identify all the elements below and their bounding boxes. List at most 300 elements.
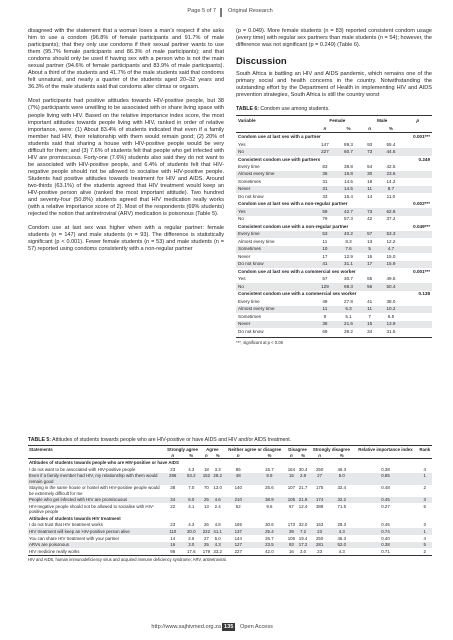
t5-cell: 4.8: [214, 522, 221, 528]
t6-cell: Sometimes: [238, 313, 261, 319]
t5-sub-n: n: [224, 452, 253, 459]
t6-cell: 73: [361, 208, 379, 215]
t6-cell: 11: [314, 306, 336, 313]
t6-sub-pct: %: [378, 124, 403, 133]
t6-cell: 50.4: [378, 283, 403, 290]
t6-cell: Yes: [238, 276, 246, 282]
table-6-grid: [236, 115, 432, 335]
t5-group-label: Attitudes of students towards people who are HIV-positive or have AIDS: [28, 459, 432, 466]
t5-cell: 26: [203, 522, 209, 528]
t5-cell: 16: [164, 542, 181, 549]
t5-statement: I do not want to be associated with HIV-positive people: [29, 466, 136, 472]
t5-cell: 5: [417, 542, 432, 549]
t6-cell: Almost every time: [236, 306, 314, 313]
t5-cell: 27: [203, 535, 209, 541]
t5-cell: 1: [417, 528, 432, 535]
t5-cell: 3.0: [299, 548, 307, 554]
t6-col-female: Female: [314, 116, 361, 125]
t5-cell: 7.0: [188, 485, 195, 491]
t6-cell: Do not know: [238, 328, 264, 334]
left-column: [28, 28, 224, 253]
t5-cell: 93: [286, 542, 297, 549]
t6-cell: 12.2: [386, 238, 396, 244]
t5-row: [28, 522, 432, 529]
t6-cell: 41: [314, 261, 336, 268]
t6-cell: 6.3: [336, 306, 361, 313]
t5-cell: 3.0: [181, 542, 201, 549]
t5-group-row: [28, 515, 432, 522]
t5-sub-blank: [28, 452, 164, 459]
right-paragraph-1: (p = 0.049). More female students (n = 83) reported consistent condom usage (every time) with regular sex partners than male students (n = 54); however, the difference was not significant (p = 0.249) (Table 6).: [236, 28, 432, 49]
t5-row: [28, 497, 432, 504]
t6-row: [236, 216, 432, 223]
t6-group-p: 0.001***: [413, 268, 430, 274]
t5-subheader: [28, 452, 432, 459]
t5-cell: 0.85: [354, 473, 418, 485]
t5-cell: 152: [201, 473, 212, 485]
t6-cell: 11.0: [386, 193, 396, 199]
t5-cell: 15: [286, 473, 297, 485]
t6-cell: 38.8: [344, 164, 353, 169]
t5-sub-pct: %: [181, 452, 201, 459]
t5-cell: 286: [164, 473, 181, 485]
t5-row: [28, 503, 432, 515]
table-6: [236, 106, 432, 345]
t5-cell: 34: [164, 497, 181, 504]
t5-cell: 67: [288, 503, 294, 509]
t6-cell: 49: [322, 298, 328, 304]
t5-cell: 144: [234, 535, 242, 541]
t6-col-variable: Variable: [236, 116, 314, 125]
left-paragraph-1: disagreed with the statement that a woman loses a man’s respect if she asks him to use a condom (96.8% of female participants and 91.7% of male participants); that they only use condoms if their sexual partner wants to use them (95.7% female participants and 86.3% of male participants); and that condoms should only be used if having sex with a person who is not the main sexual partner (94.6% of female participants and 83.9% of male participants). About a third of the students and 41.7% of the male students said that condoms felt unnatural, and nearly a quarter of the students aged 20–32 years and 36.3% of the male students said that condoms alter climax or orgasm.: [28, 28, 224, 91]
t6-cell: 69.3: [336, 283, 361, 290]
t5-col-strongly-disagree: Strongly disagree: [309, 446, 353, 453]
t6-group-label: Consistent condom use with partners: [238, 156, 321, 162]
t5-statement: People who get infected with HIV are promiscuous: [28, 497, 164, 504]
right-column: [236, 28, 432, 346]
t6-cell: 5.1: [345, 313, 352, 319]
t5-cell: 18: [203, 466, 209, 472]
t6-cell: 27.8: [344, 298, 353, 304]
t6-cell: [403, 178, 432, 185]
t5-cell: 153: [315, 522, 324, 528]
journal-url[interactable]: http://www.sajhivmed.org.za: [151, 624, 221, 630]
section-label: Original Research: [228, 8, 273, 14]
t5-cell: 33.2: [213, 548, 222, 554]
t6-group-label: Consistent condom use with a commercial sex worker: [238, 291, 357, 297]
t6-cell: Every time: [238, 298, 260, 304]
left-paragraph-2: Most participants had positive attitudes towards HIV-positive people, but 38 (7%) participants were unwilling to be associated with or share living space with people living with HIV. Based on the relative importance index score, the most important attitudes towards people living with HIV, ranked in order of relative importance, were: (1) About 83.4% of students indicated that even if a family member had HIV, their relationship with them would remain good; (2) 20% of students said that sharing a house with HIV-positive people would be very difficult for them; and (3) 7.6% of students felt that people who get infected with HIV are promiscuous. Forty-one (7.6%) students also said they do not want to be associated with HIV-positive people, and 6.4% of students felt that HIV-negative people should not be allowed to socialise with HIV-positive people. Students had positive attitudes towards treatment for HIV and AIDS. Around two-thirds (63.1%) of the students agreed that HIV treatment would keep an HIV-positive person alive (ranked the most important attitude). Two hundred and seventy-four (50.8%) students agreed that HIV medication really works (with a relative importance score of 2). Most of the respondents (69% students) rejected the notion that antiretroviral (ARV) medication is poisonous (Table 5).: [28, 98, 224, 218]
t6-cell: Never: [238, 253, 251, 259]
t6-cell: 227: [314, 148, 336, 155]
table-5-caption-text: Attitudes of students towards people who are HIV-positive or have AIDS and HIV and/or AIDS treatment.: [50, 437, 292, 443]
t6-row: [236, 298, 432, 305]
t5-sub-pct: %: [297, 452, 309, 459]
t5-cell: 0.74: [354, 528, 418, 535]
t6-group-row: [236, 156, 432, 163]
table-6-body: [236, 133, 432, 336]
t6-cell: Yes: [238, 141, 246, 147]
t6-cell: 69: [322, 328, 328, 334]
t5-col-disagree: Disagree: [286, 446, 309, 453]
t5-cell: 0.71: [381, 548, 390, 554]
t6-cell: [403, 306, 432, 313]
t6-cell: 62.8: [378, 208, 403, 215]
t6-cell: 5: [361, 246, 379, 253]
t6-group-p: 0.249: [418, 156, 430, 162]
t6-cell: 11: [322, 238, 328, 244]
t5-cell: 4.3: [188, 466, 195, 472]
t6-cell: 23.6: [378, 171, 403, 178]
t6-cell: 57.3: [344, 216, 353, 222]
t6-cell: Sometimes: [236, 246, 314, 253]
page-footer: [0, 623, 453, 633]
t5-cell: 4.3: [212, 542, 224, 549]
t6-cell: 6.5: [387, 313, 395, 319]
t5-cell: 4.3: [188, 522, 195, 528]
t5-statement: I do not trust that HIV treatment works: [29, 522, 103, 528]
t5-cell: 23: [309, 528, 330, 535]
t6-cell: 49.6: [386, 276, 396, 282]
t5-cell: 4.3: [330, 528, 354, 535]
t5-cell: 5.0: [214, 535, 221, 541]
t6-cell: 31: [314, 186, 336, 193]
t6-row: [236, 261, 432, 268]
t6-cell: Never: [236, 186, 314, 193]
t6-cell: 57: [322, 276, 328, 282]
t6-row: [236, 193, 432, 200]
t5-row: [28, 473, 432, 485]
t6-cell: 15: [361, 321, 379, 328]
t5-cell: 174: [309, 497, 330, 504]
t6-group-p: 0.001***: [413, 134, 430, 140]
t6-cell: 8.7: [378, 186, 403, 193]
t5-cell: 210: [224, 497, 253, 504]
t6-cell: 12.9: [344, 253, 353, 259]
t6-cell: 14.5: [336, 186, 361, 193]
t5-row: [28, 542, 432, 549]
t6-cell: 38: [314, 321, 336, 328]
t5-cell: 30.6: [265, 522, 274, 528]
t5-col-neither: Neither agree or disagree: [224, 446, 286, 453]
t5-cell: 227: [234, 548, 242, 554]
t6-row: [236, 313, 432, 320]
t6-sub-pct: %: [336, 124, 361, 133]
table-6-caption: [236, 106, 432, 113]
t5-cell: 17.2: [298, 542, 308, 548]
t6-cell: 31.5: [386, 328, 396, 334]
t6-group-label: Condom use at last sex with a non-regular partner: [238, 201, 348, 207]
table-5-grid: [28, 445, 432, 555]
t6-cell: 93: [367, 141, 373, 147]
t6-cell: 17: [322, 253, 328, 259]
t5-cell: 222: [202, 528, 211, 534]
t6-cell: 31.1: [336, 261, 361, 268]
t5-group-row: [28, 459, 432, 466]
t5-cell: 2.8: [297, 473, 309, 485]
t6-row: [236, 328, 432, 335]
t6-sub-blank: [403, 124, 432, 133]
t6-group-label: Consistent condom use with a non-regular partner: [238, 223, 349, 229]
table-5-footnote: HIV and AIDS, human immunodeficiency virus and acquired immune deficiency syndrome; ARV, antiretroviral.: [28, 555, 432, 562]
t6-cell: [403, 186, 432, 193]
t5-cell: 23: [317, 548, 323, 554]
t6-cell: 55.4: [386, 141, 396, 147]
t5-cell: 164: [287, 466, 296, 472]
t5-cell: 105: [287, 497, 296, 503]
t6-cell: 7.6: [336, 246, 361, 253]
t5-cell: 19.4: [298, 535, 308, 541]
t5-cell: 0.48: [381, 485, 390, 491]
t5-cell: 13: [203, 503, 209, 509]
t6-row: [236, 283, 432, 290]
t6-cell: 10.2: [378, 306, 403, 313]
t5-cell: 21.9: [298, 497, 308, 503]
t5-cell: 23: [170, 522, 176, 528]
t5-cell: 4.3: [338, 548, 345, 554]
t6-cell: 14.5: [344, 178, 353, 184]
t6-sub-blank: [236, 124, 314, 133]
t5-cell: 110: [164, 528, 181, 535]
t5-cell: 25.6: [265, 485, 274, 491]
t6-cell: No: [238, 216, 244, 222]
t5-cell: 0.27: [381, 503, 390, 509]
t6-cell: [403, 216, 432, 223]
t6-cell: 54: [367, 164, 373, 169]
t5-cell: 250: [315, 466, 324, 472]
t6-row: [236, 321, 432, 328]
t5-cell: 173: [287, 522, 296, 528]
t5-cell: 3: [417, 497, 432, 504]
t6-cell: 16.8: [336, 171, 361, 178]
t6-cell: [403, 298, 432, 305]
t6-cell: 41: [367, 298, 373, 304]
t5-statement: HIV treatment will keep an HIV-positive person alive: [28, 528, 164, 535]
t5-cell: 0.40: [381, 535, 390, 541]
t5-cell: 53.2: [181, 473, 201, 485]
t6-group-p: 0.138: [418, 291, 430, 297]
t6-cell: Almost every time: [236, 171, 314, 178]
t5-cell: 179: [202, 548, 211, 554]
t6-row: [236, 208, 432, 215]
t5-cell: 127: [224, 542, 253, 549]
t6-cell: 14.2: [386, 178, 396, 184]
t5-sub-pct: %: [253, 452, 286, 459]
t6-cell: [403, 328, 432, 335]
t6-row: [236, 141, 432, 148]
t5-cell: 2: [423, 548, 426, 554]
t6-cell: 37.2: [386, 216, 396, 222]
t6-cell: Almost every time: [238, 238, 275, 244]
t6-cell: 42.7: [336, 208, 361, 215]
t5-cell: 20.0: [181, 528, 201, 535]
t6-row: [236, 178, 432, 185]
t6-cell: 53.3: [378, 231, 403, 238]
page-number: 135: [224, 624, 234, 630]
t6-cell: 147: [321, 141, 329, 147]
t5-cell: 23.5: [253, 542, 286, 549]
t6-cell: 30.7: [344, 276, 353, 282]
t6-cell: 9: [323, 313, 327, 319]
t5-cell: 46.3: [337, 535, 347, 541]
t6-cell: Every time: [236, 231, 314, 238]
t6-sub-n: n: [314, 124, 336, 133]
t5-cell: 107: [287, 485, 296, 491]
t5-cell: 15.7: [265, 466, 274, 472]
table-6-caption-label: TABLE 6:: [236, 106, 259, 113]
t6-cell: Yes: [236, 208, 314, 215]
t6-row: [236, 171, 432, 178]
t6-cell: 18: [367, 178, 373, 184]
t5-cell: 28.2: [212, 473, 224, 485]
t5-cell: 39: [286, 528, 297, 535]
t5-cell: 32.4: [337, 485, 347, 491]
t5-cell: 3.3: [214, 466, 221, 472]
t6-row: [236, 163, 432, 170]
t5-sub-n: n: [164, 452, 181, 459]
t5-cell: 32.0: [298, 522, 308, 528]
t6-group-label: Condom use at last sex with a partner: [238, 134, 321, 140]
t6-cell: No: [236, 148, 314, 155]
t5-cell: 281: [309, 542, 330, 549]
t5-cell: 7.2: [297, 528, 309, 535]
t5-cell: 25: [201, 542, 212, 549]
t6-cell: 42.5: [386, 164, 396, 169]
t5-cell: 52.0: [330, 542, 354, 549]
t6-cell: 79: [322, 216, 328, 222]
t5-statement: HIV medicine really works: [29, 548, 80, 554]
t5-cell: 23: [170, 466, 176, 472]
t5-statement: Even if a family member had HIV, my relationship with them would remain good: [28, 473, 164, 485]
t5-cell: 14: [170, 535, 176, 541]
t5-cell: 38: [170, 485, 176, 491]
t5-cell: 5: [423, 503, 426, 509]
t5-cell: 52: [235, 503, 241, 509]
t5-cell: 32.2: [330, 497, 354, 504]
t6-cell: [403, 253, 432, 260]
t6-group-row: [236, 268, 432, 275]
t5-cell: 0.38: [381, 466, 390, 472]
t6-cell: [403, 246, 432, 253]
t5-sub-n: n: [286, 452, 297, 459]
t5-cell: 38.9: [253, 497, 286, 504]
t5-cell: 3: [423, 522, 426, 528]
table-6-footnote: ***, significant at p < 0.05: [236, 337, 432, 346]
t5-row: [28, 528, 432, 535]
t5-statement: Staying in the same house or hostel with HIV-positive people would be extremely difficult for me: [29, 485, 160, 496]
t5-cell: 22: [170, 503, 176, 509]
t5-col-rii: Relative importance index: [354, 446, 418, 453]
t6-row: [236, 253, 432, 260]
t5-cell: 140: [234, 485, 242, 491]
t5-statement: HIV-negative people should not be allowed to socialise with HIV-positive people: [29, 503, 154, 515]
t5-cell: 70: [203, 485, 209, 491]
t6-row: [236, 148, 432, 155]
t6-cell: 59: [314, 208, 336, 215]
t5-cell: 2.6: [188, 535, 195, 541]
t6-col-p: p: [403, 116, 432, 125]
t5-sub-blank: [354, 452, 418, 459]
t5-cell: 0.38: [354, 542, 418, 549]
t6-cell: 4.7: [378, 246, 403, 253]
t5-group-label: Attitudes of students towards HIV treatment: [28, 515, 432, 522]
t5-cell: 0.45: [354, 497, 418, 504]
t6-cell: 129: [314, 283, 336, 290]
t6-cell: 14: [367, 193, 373, 199]
t5-cell: 21.7: [298, 485, 308, 491]
t5-cell: 6.0: [181, 497, 201, 504]
t5-statement: ARVs are poisonous: [28, 542, 164, 549]
t6-cell: [403, 171, 432, 178]
t5-cell: 2.4: [214, 503, 221, 509]
table-5: [28, 437, 432, 562]
t6-cell: 38.0: [386, 298, 396, 304]
right-paragraph-2: South Africa is battling an HIV and AIDS pandemic, which remains one of the primary social and health concerns in the country. Notwithstanding the outstanding effort by the Department of Health in implementing HIV and AIDS prevention strategies, South Africa is still the country worst: [236, 71, 432, 99]
t6-group-row: [236, 223, 432, 230]
t6-cell: No: [236, 283, 314, 290]
t5-cell: 4: [423, 535, 426, 541]
t5-cell: 175: [315, 485, 324, 491]
t5-cell: 137: [224, 528, 253, 535]
t5-cell: 41.1: [213, 528, 222, 534]
t6-group-row: [236, 291, 432, 298]
t6-row: [236, 276, 432, 283]
t5-cell: 4.1: [188, 503, 195, 509]
t6-group-label: Condom use at last sex with a commercial sex worker: [238, 268, 356, 274]
t6-cell: 13: [367, 238, 373, 244]
t6-cell: 40.2: [336, 231, 361, 238]
t5-cell: 46.3: [337, 466, 347, 472]
table-6-caption-text: Condom use among students.: [258, 106, 330, 113]
t6-cell: [403, 208, 432, 215]
t5-cell: 4.6: [212, 497, 224, 504]
t6-cell: 16: [367, 253, 373, 259]
t5-cell: 2: [423, 485, 426, 491]
t6-row: [236, 186, 432, 193]
t6-cell: 13.9: [378, 321, 403, 328]
t5-cell: 4: [423, 466, 426, 472]
t6-cell: 15.0: [386, 253, 396, 259]
t6-cell: 89.3: [344, 141, 353, 147]
t5-cell: 105: [287, 535, 296, 541]
t5-cell: 71.5: [337, 503, 347, 509]
t5-cell: 85: [235, 466, 241, 472]
t6-cell: Every time: [238, 164, 260, 169]
t5-cell: 48: [224, 473, 253, 485]
t6-cell: 15.4: [344, 193, 353, 199]
t6-cell: 30: [361, 171, 379, 178]
t5-col-strongly-agree: Strongly agree: [164, 446, 201, 453]
t6-group-row: [236, 133, 432, 141]
t6-cell: 11: [361, 186, 379, 193]
t5-row: [28, 466, 432, 473]
table-5-caption: [28, 437, 432, 443]
t5-sub-pct: %: [212, 452, 224, 459]
t6-cell: [403, 141, 432, 148]
t6-cell: 57: [361, 231, 379, 238]
t6-cell: 83: [322, 164, 328, 169]
t5-cell: 42.0: [265, 548, 274, 554]
t6-group-p: 0.002***: [413, 201, 430, 207]
header-divider: [220, 8, 222, 17]
t6-cell: 17: [361, 261, 379, 268]
t6-cell: [403, 163, 432, 170]
t6-cell: [403, 313, 432, 320]
t6-row: [236, 231, 432, 238]
t5-col-agree: Agree: [201, 446, 224, 453]
t5-row: [28, 535, 432, 542]
t5-col-rank: Rank: [419, 446, 431, 452]
